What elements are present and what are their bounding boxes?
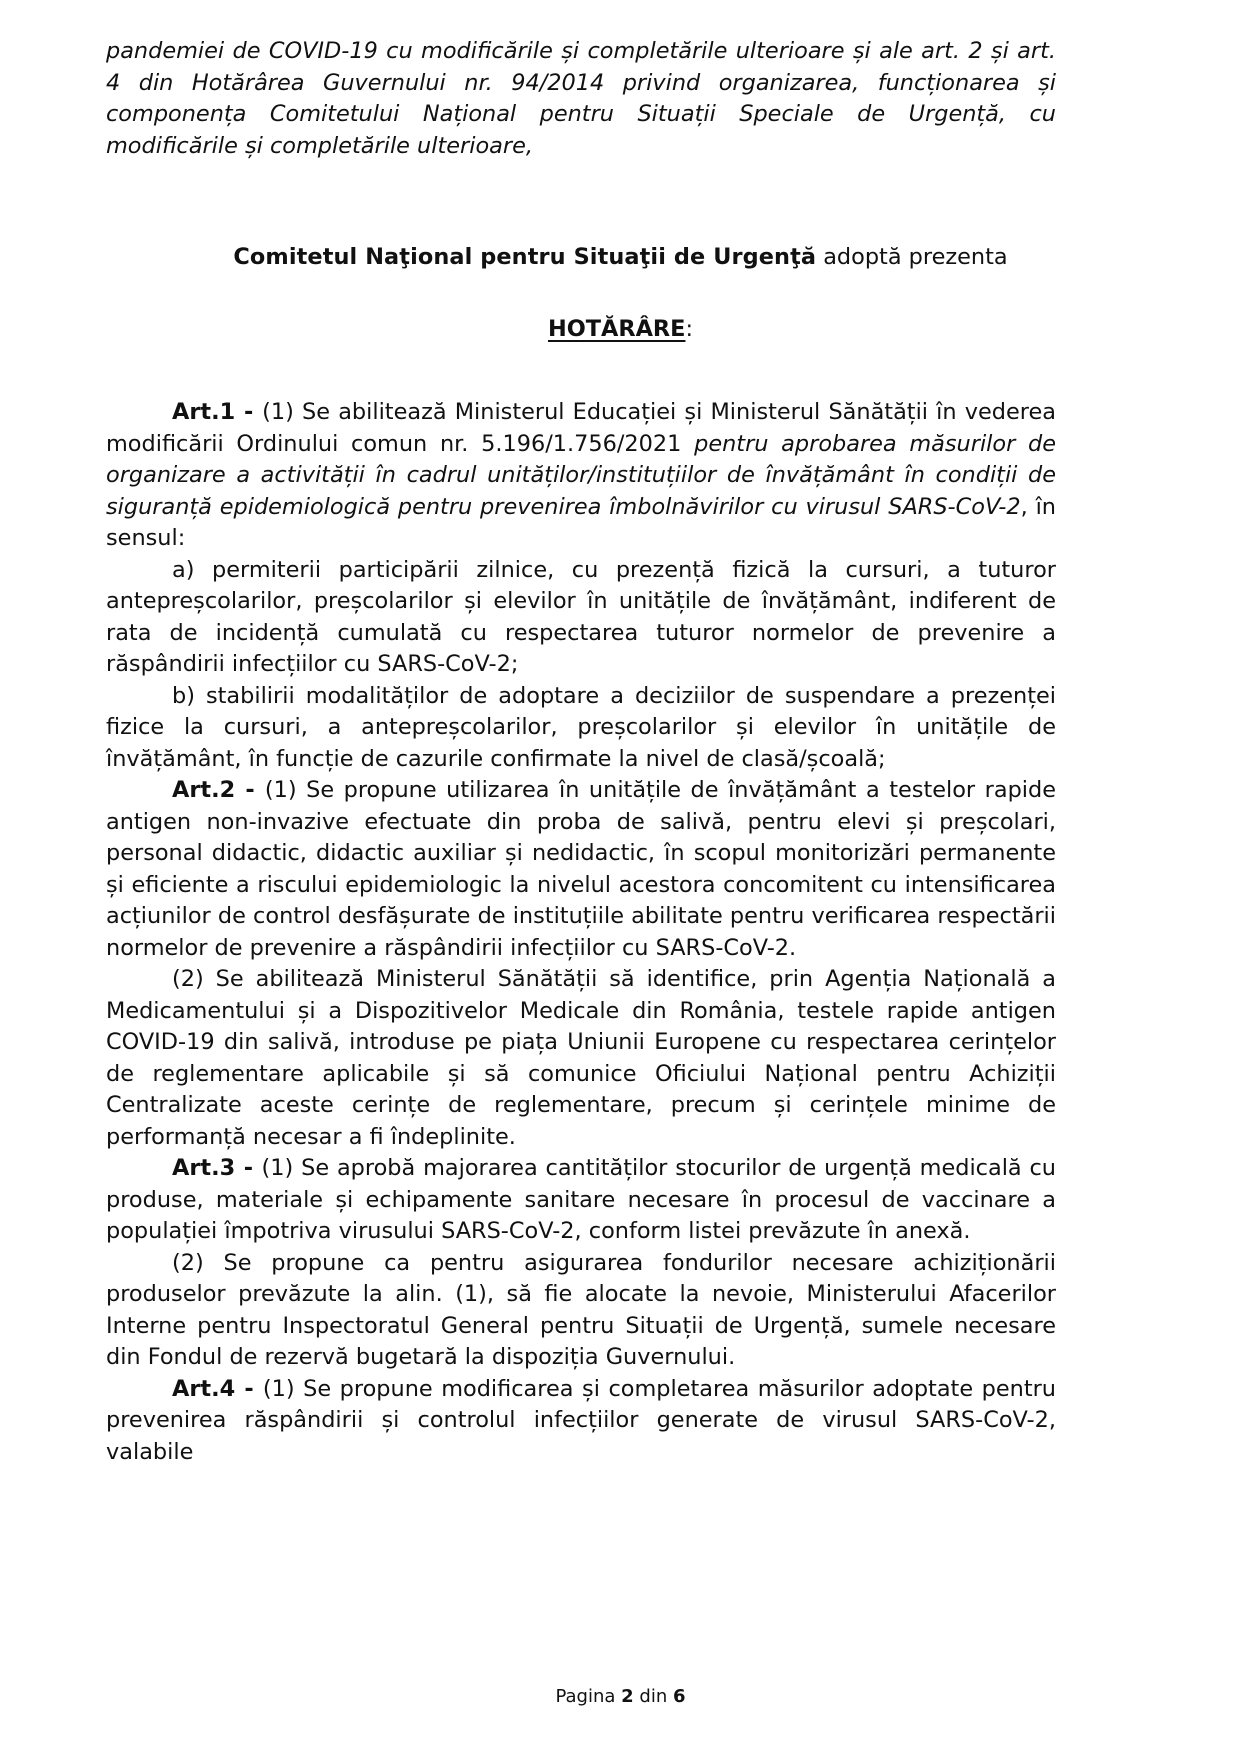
text-segment: (1) Se propune utilizarea în unitățile de învățământ a testelor rapide antigen non-invazive efectuate din proba de salivă, pentru elevi și preșcolari, personal didactic, didactic auxiliar și nedidactic, în scopul monitorizări permanente și eficiente a riscului epidemiologic la nivelul acestora concomitent cu intensificarea acțiunilor de control desfășurate de instituțiile abilitate pentru verificarea respectării normelor de prevenire a răspândirii infecțiilor cu SARS-CoV-2. [106, 777, 1057, 961]
text-segment: (2) Se abilitează Ministerul Sănătății să identifice, prin Agenția Națională a Medicamentului și a Dispozitivelor Medicale din România, testele rapide antigen COVID-19 din salivă, introduse pe piața Uniunii Europene cu respectarea cerințelor de reglementare aplicabile și să comunice Oficiului Național pentru Achiziții Centralizate aceste cerințe de reglementare, precum și cerințele minime de performanță necesar a fi îndeplinite. [106, 966, 1056, 1150]
article-heading: Art.4 - [172, 1375, 263, 1402]
text-segment: a) permiterii participării zilnice, cu prezență fizică la cursuri, a tuturor antepreșcolarilor, preșcolarilor și elevilor în unitățile de învățământ, indiferent de rata de incidență cumulată cu respectarea tuturor normelor de prevenire a răspândirii infecțiilor cu SARS-CoV-2; [106, 556, 1056, 677]
article-heading: Art.3 - [172, 1155, 262, 1181]
text-segment: (2) Se propune ca pentru asigurarea fondurilor necesare achiziționării produselor prevăzute la alin. (1), să fie alocate la nevoie, Ministerului Afacerilor Interne pentru Inspectoratul General pentru Situații de Urgență, sumele necesare din Fondul de rezervă bugetară la dispoziția Guvernului. [106, 1249, 1056, 1370]
article-heading: Art.2 - [172, 777, 265, 803]
art4-paragraph-1 [106, 1374, 1056, 1469]
text-segment: (1) Se propune modificarea și completarea măsurilor adoptate pentru prevenirea răspândirii și controlul infecțiilor generate de virusul SARS-CoV-2, valabile [106, 1375, 1057, 1465]
total-pages-number: 6 [672, 1686, 686, 1707]
page-label-prefix: Pagina [555, 1686, 622, 1707]
art3-paragraph-1 [106, 1153, 1056, 1248]
article-4 [106, 1374, 1056, 1469]
adoption-verb: adoptă prezenta [816, 244, 1008, 270]
art2-paragraph-2 [106, 964, 1056, 1153]
document-title [0, 314, 1241, 346]
article-heading: Art.1 - [172, 399, 263, 425]
intro-paragraph-block [106, 36, 1056, 162]
art1-item-a [106, 555, 1056, 681]
art1-paragraph-1 [106, 397, 1056, 555]
art3-paragraph-2 [106, 1248, 1056, 1374]
article-2 [106, 775, 1056, 1153]
text-segment: (1) Se aprobă majorarea cantităților stocurilor de urgență medicală cu produse, materiale și echipamente sanitare necesare în procesul de vaccinare a populației împotriva virusului SARS-CoV-2, conform listei prevăzute în anexă. [106, 1155, 1057, 1244]
committee-name: Comitetul Naţional pentru Situaţii de Urgenţă [233, 244, 817, 270]
article-1 [106, 397, 1056, 775]
text-segment: b) stabilirii modalităților de adoptare a deciziilor de suspendare a prezenței fizice la cursuri, a antepreșcolarilor, preșcolarilor și elevilor în unitățile de învățământ, în funcție de cazurile confirmate la nivel de clasă/școală; [106, 682, 1056, 772]
text-segment: , în sensul: [106, 493, 1056, 551]
title-suffix: : [685, 316, 694, 342]
art1-item-b [106, 681, 1056, 776]
art2-paragraph-1 [106, 775, 1056, 964]
title-label: HOTĂRÂRE [547, 316, 686, 342]
current-page-number: 2 [621, 1686, 634, 1707]
adoption-statement [0, 242, 1241, 274]
text-segment: (1) Se abilitează Ministerul Educației și Ministerul Sănătății în vederea modificării Ordinului comun nr. 5.196/1.756/2021 [106, 399, 1056, 457]
intro-paragraph [106, 36, 1056, 162]
article-3 [106, 1153, 1056, 1374]
page-footer [0, 1686, 1241, 1708]
articles-body [106, 397, 1056, 1468]
page-label-middle: din [633, 1686, 673, 1707]
text-segment: pandemiei de COVID-19 cu modificările și completările ulterioare și ale art. 2 și art. 4 din Hotărârea Guvernului nr. 94/2014 privind organizarea, funcționarea și componența Comitetului Național pentru Situații Speciale de Urgență, cu modificările și completările ulterioare, [106, 38, 1056, 159]
text-segment: pentru aprobarea măsurilor de organizare a activității în cadrul unităților/instituțiilor de învățământ în condiții de siguranță epidemiologică pentru prevenirea îmbolnăvirilor cu virusul SARS-CoV-2 [106, 430, 1056, 520]
